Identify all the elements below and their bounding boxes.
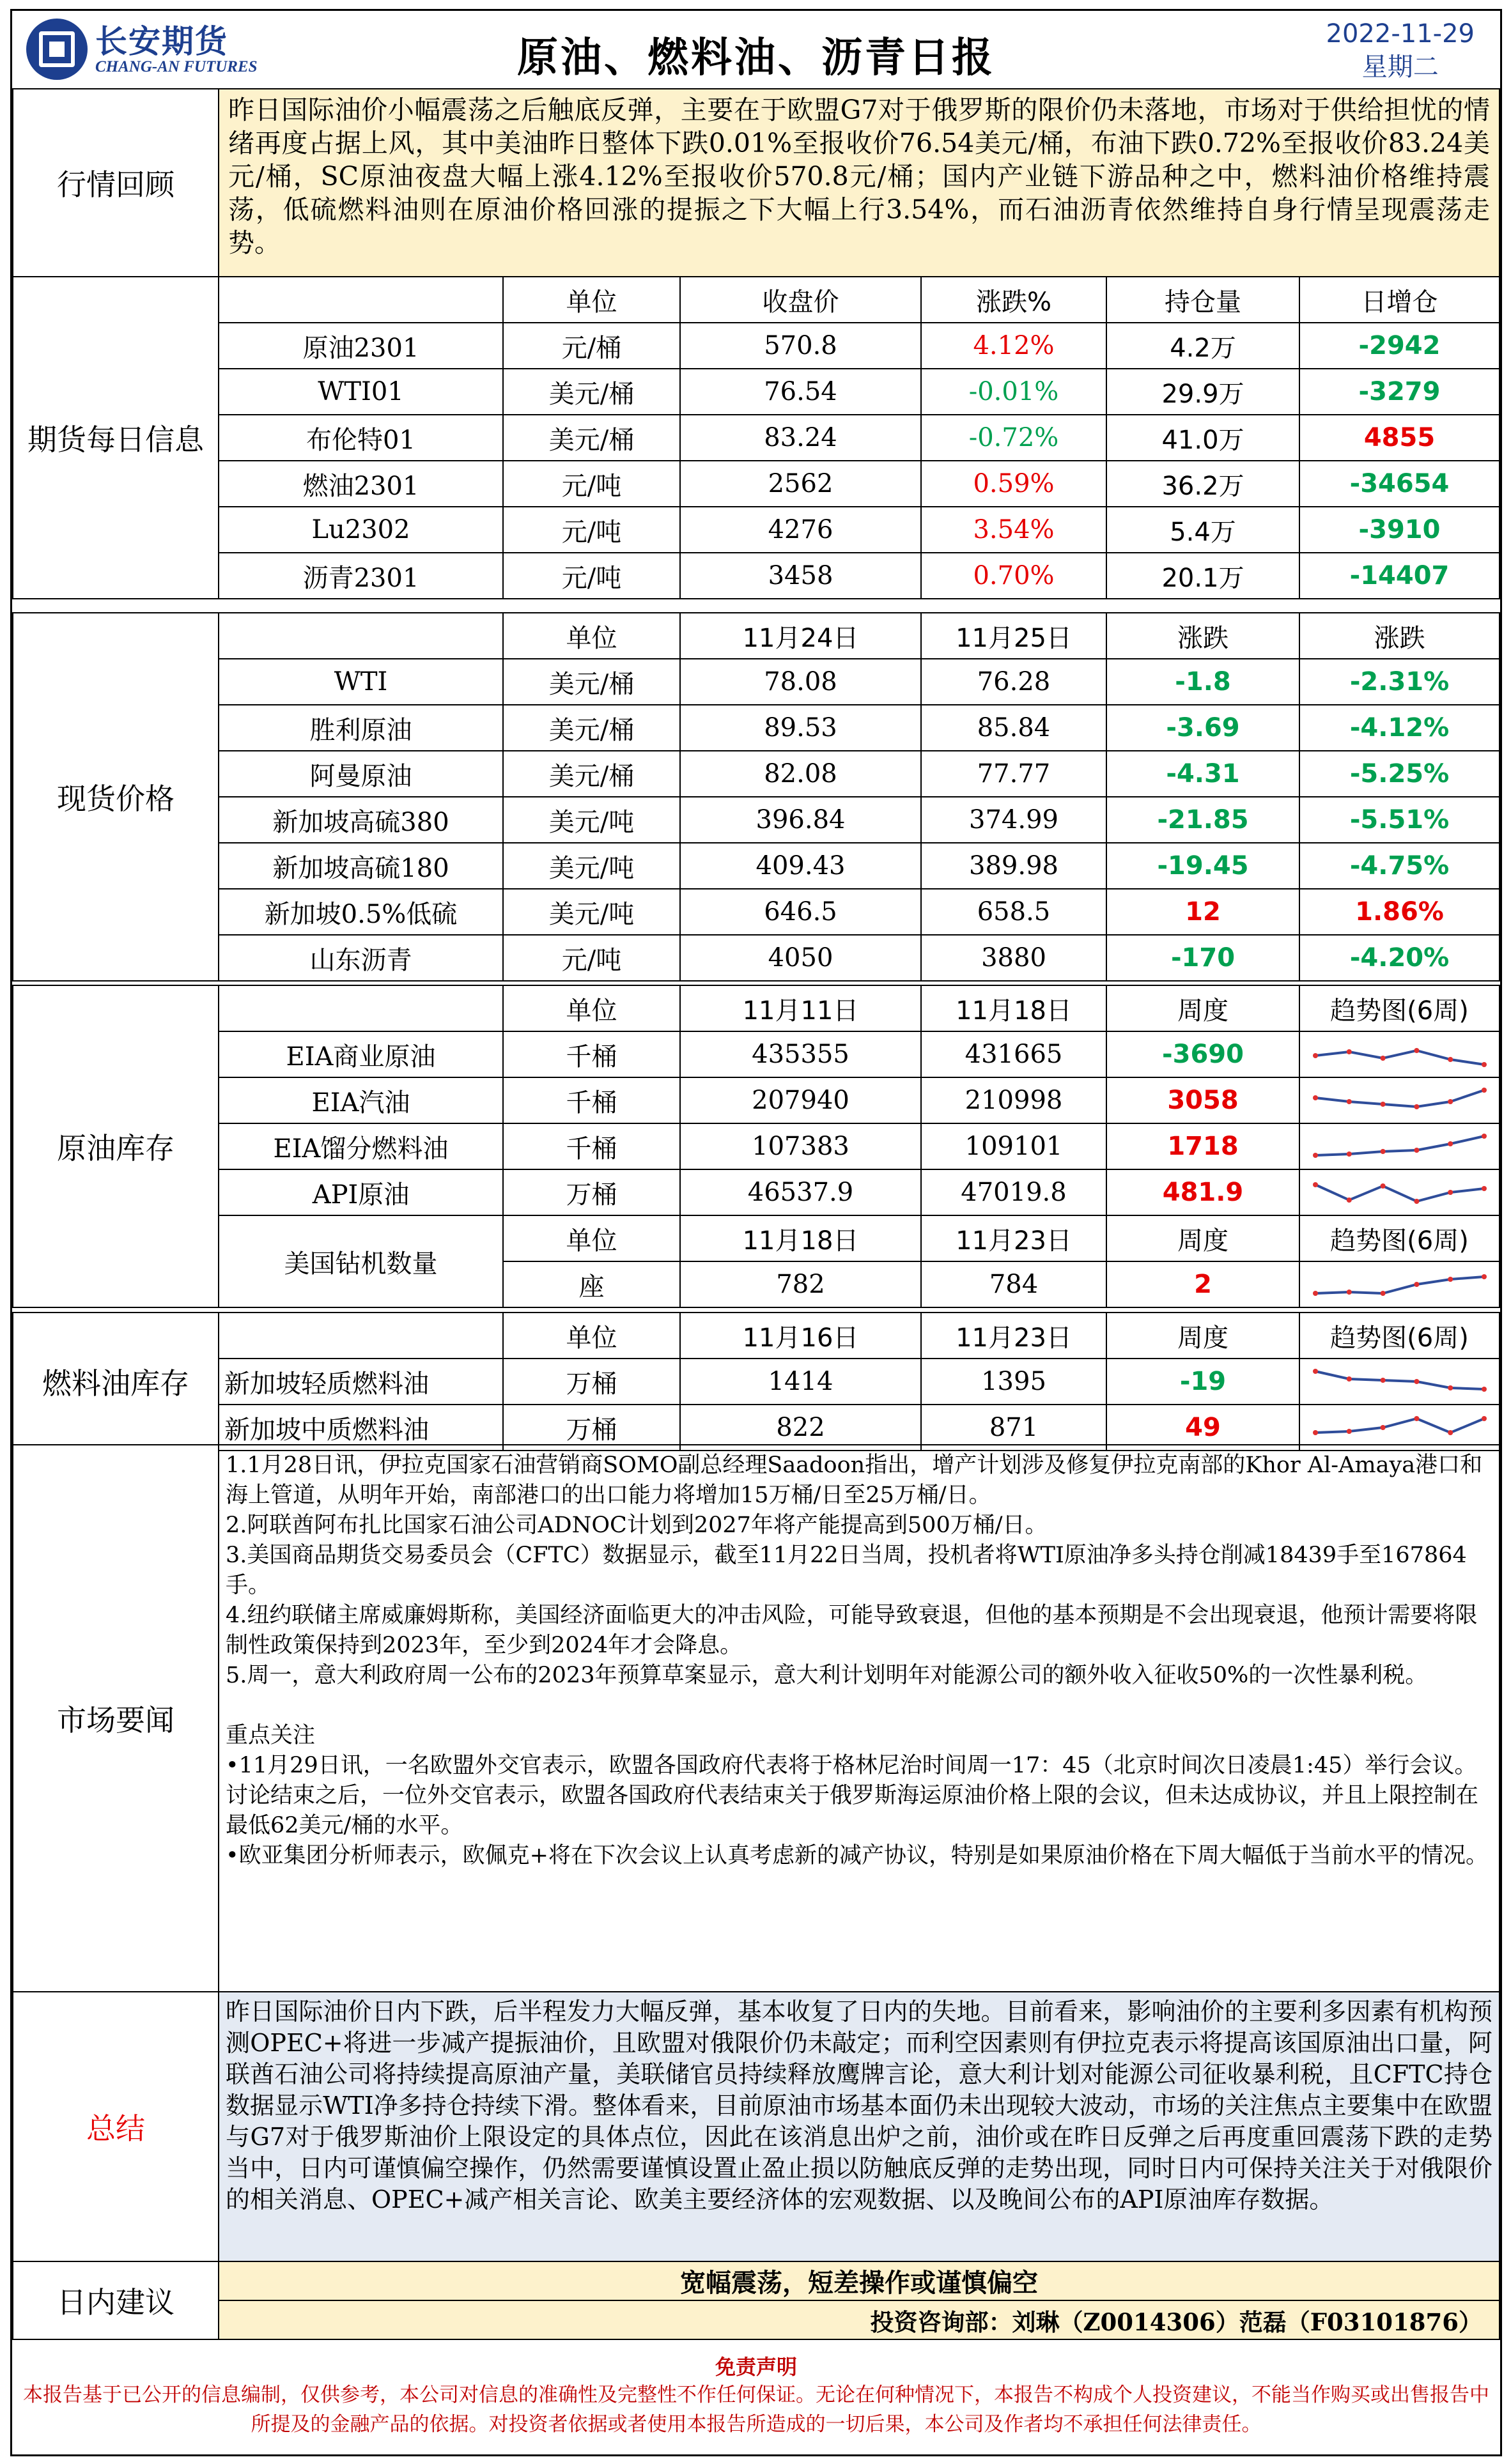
- rig-header: 周度: [1106, 1215, 1299, 1261]
- rig-header: 单位: [503, 1215, 680, 1261]
- weekly-change: 49: [1106, 1405, 1299, 1451]
- trend-point: [1414, 1199, 1419, 1204]
- price-change-pct: -4.75%: [1299, 843, 1499, 889]
- futures-header: 收盘价: [680, 277, 921, 323]
- unit-cell: 千桶: [503, 1077, 680, 1123]
- trend-point: [1448, 1057, 1453, 1062]
- open-interest: 36.2万: [1106, 461, 1299, 507]
- trend-point: [1313, 1430, 1318, 1435]
- unit-cell: 万桶: [503, 1405, 680, 1451]
- price-change: -3.69: [1106, 705, 1299, 751]
- unit-cell: 美元/桶: [503, 751, 680, 797]
- daily-oi-change: -34654: [1299, 461, 1499, 507]
- spot-name: 山东沥青: [219, 935, 503, 981]
- spot-row: [13, 843, 1499, 889]
- price-day2: 658.5: [921, 889, 1106, 935]
- price-day2: 85.84: [921, 705, 1106, 751]
- spot-header: 单位: [503, 613, 680, 659]
- price-day2: 389.98: [921, 843, 1106, 889]
- trend-point: [1346, 1049, 1351, 1054]
- trend-chart: [1299, 1359, 1499, 1405]
- trend-point: [1414, 1148, 1419, 1153]
- unit-cell: 千桶: [503, 1031, 680, 1077]
- futures-header: 单位: [503, 277, 680, 323]
- price-change-pct: 1.86%: [1299, 889, 1499, 935]
- trend-point: [1346, 1151, 1351, 1157]
- price-day2: 3880: [921, 935, 1106, 981]
- price-change: -4.31: [1106, 751, 1299, 797]
- trend-sparkline: [1310, 1082, 1489, 1118]
- futures-header-blank: [219, 277, 503, 323]
- trend-line: [1315, 1419, 1484, 1433]
- crude-row: [13, 1031, 1499, 1077]
- contract-name: 布伦特01: [219, 415, 503, 461]
- rig-week1: 782: [680, 1261, 921, 1307]
- crude-header: 趋势图(6周): [1299, 985, 1499, 1031]
- spot-row: [13, 705, 1499, 751]
- weekly-change: 1718: [1106, 1123, 1299, 1169]
- report-header: [12, 11, 1500, 90]
- close-price: 4276: [680, 507, 921, 553]
- trend-chart: [1299, 1261, 1499, 1307]
- trend-chart: [1299, 1031, 1499, 1077]
- disclaimer-title: 免责声明: [715, 2355, 797, 2379]
- logo-english: CHANG-AN FUTURES: [95, 58, 258, 75]
- unit-cell: 元/吨: [503, 935, 680, 981]
- price-change: -1.8: [1106, 659, 1299, 705]
- unit-cell: 美元/吨: [503, 797, 680, 843]
- price-day1: 646.5: [680, 889, 921, 935]
- trend-line: [1315, 1371, 1484, 1389]
- summary-label: 总结: [13, 1992, 219, 2261]
- summary-text: 昨日国际油价日内下跌，后半程发力大幅反弹，基本收复了日内的失地。目前看来，影响油价的主要利多因素有机构预测OPEC+将进一步减产提振油价，且欧盟对俄限价仍未敲定；而利空因素则有伊拉克表示将提高该国原油出口量，阿联酋石油公司将持续提高原油产量，美联储官员持续释放鹰牌言论，意大利计划对能源公司征收暴利税，且CFTC持仓数据显示WTI净多持仓持续下滑。整体看来，目前原油市场基本面仍未出现较大波动，市场的关注焦点主要集中在欧盟与G7对于俄罗斯油价上限设定的具体点位，因此在该消息出炉之前，油价或在昨日反弹之后再度重回震荡下跌的走势当中，日内可谨慎偏空操作，仍然需要谨慎设置止盈止损以防触底反弹的走势出现，同时日内可保持关注关于对俄限价的相关消息、OPEC+减产相关言论、欧美主要经济体的宏观数据、以及晚间公布的API原油库存数据。: [219, 1992, 1499, 2261]
- report-date: [1326, 17, 1475, 84]
- rig-header: 11月23日: [921, 1215, 1106, 1261]
- unit-cell: 美元/吨: [503, 843, 680, 889]
- price-change: -170: [1106, 935, 1299, 981]
- change-pct: 3.54%: [921, 507, 1106, 553]
- daily-oi-change: -14407: [1299, 553, 1499, 599]
- trend-point: [1346, 1429, 1351, 1434]
- crude-header-blank: [219, 985, 503, 1031]
- contract-name: WTI01: [219, 369, 503, 415]
- review-section: [12, 88, 1500, 277]
- inventory-week1: 435355: [680, 1031, 921, 1077]
- trend-point: [1482, 1416, 1487, 1421]
- spot-header: 11月24日: [680, 613, 921, 659]
- close-price: 2562: [680, 461, 921, 507]
- weekly-change: -19: [1106, 1359, 1299, 1405]
- news-item: 5.周一，意大利政府周一公布的2023年预算草案显示，意大利计划明年对能源公司的额外收入征收50%的一次性暴利税。: [226, 1663, 1428, 1688]
- trend-point: [1380, 1425, 1385, 1430]
- trend-chart: [1299, 1077, 1499, 1123]
- inventory-name: 新加坡轻质燃料油: [219, 1359, 503, 1405]
- price-day1: 409.43: [680, 843, 921, 889]
- trend-point: [1414, 1048, 1419, 1053]
- daily-oi-change: -3910: [1299, 507, 1499, 553]
- fuel-row: [13, 1359, 1499, 1405]
- trend-point: [1313, 1053, 1318, 1058]
- spot-section: [12, 612, 1500, 982]
- price-change: -19.45: [1106, 843, 1299, 889]
- spot-row: [13, 935, 1499, 981]
- fuel-inventory-section: [12, 1312, 1500, 1451]
- unit-cell: 美元/桶: [503, 415, 680, 461]
- logo-chinese: 长安期货: [95, 23, 228, 60]
- fuel-header: 单位: [503, 1313, 680, 1359]
- weekly-change: 481.9: [1106, 1169, 1299, 1215]
- futures-row: [13, 369, 1499, 415]
- report-title: 原油、燃料油、沥青日报: [517, 35, 995, 82]
- futures-header: 持仓量: [1106, 277, 1299, 323]
- inventory-name: 新加坡中质燃料油: [219, 1405, 503, 1451]
- change-pct: 0.70%: [921, 553, 1106, 599]
- open-interest: 5.4万: [1106, 507, 1299, 553]
- open-interest: 20.1万: [1106, 553, 1299, 599]
- unit-cell: 美元/桶: [503, 705, 680, 751]
- consultant-info: 投资咨询部：刘琳（Z0014306）范磊（F03101876）: [219, 2300, 1499, 2339]
- inventory-week1: 822: [680, 1405, 921, 1451]
- close-price: 570.8: [680, 323, 921, 369]
- inventory-name: EIA馏分燃料油: [219, 1123, 503, 1169]
- crude-row: [13, 1169, 1499, 1215]
- inventory-name: EIA汽油: [219, 1077, 503, 1123]
- trend-point: [1482, 1134, 1487, 1139]
- open-interest: 29.9万: [1106, 369, 1299, 415]
- rig-header-row: [13, 1215, 1499, 1261]
- inventory-week1: 207940: [680, 1077, 921, 1123]
- futures-row: [13, 507, 1499, 553]
- unit-cell: 美元/桶: [503, 659, 680, 705]
- review-text: 昨日国际油价小幅震荡之后触底反弹，主要在于欧盟G7对于俄罗斯的限价仍未落地，市场对于供给担忧的情绪再度占据上风，其中美油昨日整体下跌0.01%至报收价76.54美元/桶，布油下跌0.72%至报收价83.24美元/桶，SC原油夜盘大幅上涨4.12%至报收价570.8元/桶；国内产业链下游品种之中，燃料油价格维持震荡，低硫燃料油则在原油价格回涨的提振之下大幅上行3.54%，而石油沥青依然维持自身行情呈现震荡走势。: [219, 89, 1499, 277]
- trend-point: [1346, 1376, 1351, 1382]
- price-change-pct: -2.31%: [1299, 659, 1499, 705]
- trend-line: [1315, 1136, 1484, 1155]
- inventory-week1: 1414: [680, 1359, 921, 1405]
- price-change-pct: -5.51%: [1299, 797, 1499, 843]
- trend-point: [1482, 1387, 1487, 1392]
- trend-point: [1482, 1088, 1487, 1093]
- unit-cell: 万桶: [503, 1359, 680, 1405]
- change-pct: 4.12%: [921, 323, 1106, 369]
- spot-name: 阿曼原油: [219, 751, 503, 797]
- spot-row: [13, 751, 1499, 797]
- fuel-header-blank: [219, 1313, 503, 1359]
- price-change: 12: [1106, 889, 1299, 935]
- spot-header-blank: [219, 613, 503, 659]
- close-price: 3458: [680, 553, 921, 599]
- trend-point: [1482, 1062, 1487, 1067]
- trend-point: [1313, 1291, 1318, 1296]
- price-day2: 374.99: [921, 797, 1106, 843]
- trend-sparkline: [1310, 1128, 1489, 1164]
- futures-row: [13, 415, 1499, 461]
- news-item: •11月29日讯，一名欧盟外交官表示，欧盟各国政府代表将于格林尼治时间周一17：45（北京时间次日凌晨1:45）举行会议。讨论结束之后，一位外交官表示，欧盟各国政府代表结束关于俄罗斯海运原油价格上限的会议，但未达成协议，并且上限控制在最低62美元/桶的水平。: [226, 1753, 1479, 1838]
- price-day2: 76.28: [921, 659, 1106, 705]
- trend-point: [1482, 1274, 1487, 1279]
- trend-sparkline: [1310, 1036, 1489, 1072]
- trend-point: [1313, 1153, 1318, 1158]
- spot-name: 胜利原油: [219, 705, 503, 751]
- trend-point: [1380, 1291, 1385, 1296]
- news-content: [219, 1445, 1499, 1992]
- trend-point: [1380, 1149, 1385, 1154]
- trend-point: [1313, 1182, 1318, 1187]
- fuel-header: 11月23日: [921, 1313, 1106, 1359]
- futures-label: 期货每日信息: [13, 277, 219, 599]
- news-item: •欧亚集团分析师表示，欧佩克+将在下次会议上认真考虑新的减产协议，特别是如果原油价格在下周大幅低于当前水平的情况。: [226, 1843, 1488, 1868]
- report-page: [10, 9, 1502, 2456]
- crude-header: 周度: [1106, 985, 1299, 1031]
- inventory-week2: 47019.8: [921, 1169, 1106, 1215]
- trend-sparkline: [1310, 1364, 1489, 1399]
- futures-header: 涨跌%: [921, 277, 1106, 323]
- close-price: 83.24: [680, 415, 921, 461]
- fuel-header: 11月16日: [680, 1313, 921, 1359]
- price-day1: 396.84: [680, 797, 921, 843]
- unit-cell: 元/桶: [503, 323, 680, 369]
- rig-week2: 784: [921, 1261, 1106, 1307]
- spot-name: WTI: [219, 659, 503, 705]
- futures-header: 日增仓: [1299, 277, 1499, 323]
- summary-section: [12, 1991, 1500, 2262]
- futures-row: [13, 323, 1499, 369]
- trend-point: [1380, 1378, 1385, 1383]
- crude-header: 11月18日: [921, 985, 1106, 1031]
- trend-point: [1346, 1197, 1351, 1203]
- trend-point: [1414, 1416, 1419, 1421]
- price-day1: 78.08: [680, 659, 921, 705]
- inventory-name: EIA商业原油: [219, 1031, 503, 1077]
- advice-text: 宽幅震荡，短差操作或谨慎偏空: [219, 2261, 1499, 2300]
- unit-cell: 元/吨: [503, 461, 680, 507]
- weekly-change: 3058: [1106, 1077, 1299, 1123]
- inventory-week1: 46537.9: [680, 1169, 921, 1215]
- spot-header: 11月25日: [921, 613, 1106, 659]
- spot-header: 涨跌: [1106, 613, 1299, 659]
- price-change-pct: -4.20%: [1299, 935, 1499, 981]
- rig-header: 趋势图(6周): [1299, 1215, 1499, 1261]
- trend-point: [1448, 1385, 1453, 1390]
- spot-name: 新加坡0.5%低硫: [219, 889, 503, 935]
- spot-row: [13, 659, 1499, 705]
- price-change-pct: -5.25%: [1299, 751, 1499, 797]
- unit-cell: 座: [503, 1261, 680, 1307]
- contract-name: Lu2302: [219, 507, 503, 553]
- crude-row: [13, 1123, 1499, 1169]
- trend-sparkline: [1310, 1174, 1489, 1210]
- advice-label: 日内建议: [13, 2261, 219, 2339]
- spot-header: 涨跌: [1299, 613, 1499, 659]
- daily-oi-change: -2942: [1299, 323, 1499, 369]
- trend-point: [1448, 1141, 1453, 1146]
- trend-point: [1414, 1379, 1419, 1384]
- contract-name: 沥青2301: [219, 553, 503, 599]
- spot-row: [13, 889, 1499, 935]
- price-day1: 89.53: [680, 705, 921, 751]
- spot-name: 新加坡高硫380: [219, 797, 503, 843]
- trend-point: [1346, 1099, 1351, 1104]
- trend-sparkline: [1310, 1410, 1489, 1445]
- change-pct: 0.59%: [921, 461, 1106, 507]
- crude-row: [13, 1077, 1499, 1123]
- rig-header: 11月18日: [680, 1215, 921, 1261]
- contract-name: 原油2301: [219, 323, 503, 369]
- review-label: 行情回顾: [13, 89, 219, 277]
- price-change: -21.85: [1106, 797, 1299, 843]
- trend-point: [1414, 1104, 1419, 1109]
- futures-section: [12, 276, 1500, 599]
- futures-row: [13, 461, 1499, 507]
- trend-point: [1482, 1186, 1487, 1191]
- inventory-week1: 107383: [680, 1123, 921, 1169]
- news-section: [12, 1444, 1500, 1992]
- inventory-week2: 1395: [921, 1359, 1106, 1405]
- disclaimer-text: 本报告基于已公开的信息编制，仅供参考，本公司对信息的准确性及完整性不作任何保证。无论在何种情况下，本报告不构成个人投资建议，不能当作购买或出售报告中所提及的金融产品的依据。对投资者依据或者使用本报告所造成的一切后果，本公司及作者均不承担任何法律责任。: [23, 2383, 1489, 2436]
- fuel-inventory-label: 燃料油库存: [13, 1313, 219, 1451]
- unit-cell: 千桶: [503, 1123, 680, 1169]
- weekly-change: 2: [1106, 1261, 1299, 1307]
- change-pct: -0.72%: [921, 415, 1106, 461]
- trend-line: [1315, 1277, 1484, 1293]
- trend-point: [1313, 1095, 1318, 1100]
- daily-oi-change: -3279: [1299, 369, 1499, 415]
- unit-cell: 元/吨: [503, 507, 680, 553]
- price-day2: 77.77: [921, 751, 1106, 797]
- unit-cell: 元/吨: [503, 553, 680, 599]
- trend-chart: [1299, 1123, 1499, 1169]
- trend-point: [1380, 1183, 1385, 1189]
- rig-count-name: 美国钻机数量: [219, 1215, 503, 1307]
- trend-chart: [1299, 1169, 1499, 1215]
- contract-name: 燃油2301: [219, 461, 503, 507]
- crude-inventory-section: [12, 985, 1500, 1308]
- news-item: 1.1月28日讯，伊拉克国家石油营销商SOMO副总经理Saadoon指出，增产计划涉及修复伊拉克南部的Khor Al-Amaya港口和海上管道，从明年开始，南部港口的出口能力将增加15万桶/日至25万桶/日。: [226, 1452, 1483, 1508]
- crude-header: 11月11日: [680, 985, 921, 1031]
- unit-cell: 美元/吨: [503, 889, 680, 935]
- news-item: 3.美国商品期货交易委员会（CFTC）数据显示，截至11月22日当周，投机者将WTI原油净多头持仓削减18439手至167864手。: [226, 1543, 1467, 1598]
- inventory-name: API原油: [219, 1169, 503, 1215]
- inventory-week2: 210998: [921, 1077, 1106, 1123]
- fuel-header: 周度: [1106, 1313, 1299, 1359]
- trend-line: [1315, 1051, 1484, 1065]
- open-interest: 41.0万: [1106, 415, 1299, 461]
- open-interest: 4.2万: [1106, 323, 1299, 369]
- news-item: [226, 1691, 1492, 1721]
- weekly-change: -3690: [1106, 1031, 1299, 1077]
- trend-point: [1380, 1056, 1385, 1061]
- advice-section: [12, 2261, 1500, 2340]
- spot-row: [13, 797, 1499, 843]
- date-text: 2022-11-29: [1326, 19, 1475, 49]
- unit-cell: 美元/桶: [503, 369, 680, 415]
- price-day1: 4050: [680, 935, 921, 981]
- fuel-header: 趋势图(6周): [1299, 1313, 1499, 1359]
- trend-point: [1448, 1277, 1453, 1282]
- crude-inventory-label: 原油库存: [13, 985, 219, 1307]
- trend-point: [1414, 1282, 1419, 1287]
- trend-line: [1315, 1185, 1484, 1201]
- trend-point: [1448, 1430, 1453, 1435]
- futures-row: [13, 553, 1499, 599]
- trend-sparkline: [1310, 1267, 1489, 1302]
- change-pct: -0.01%: [921, 369, 1106, 415]
- inventory-week2: 109101: [921, 1123, 1106, 1169]
- unit-cell: 万桶: [503, 1169, 680, 1215]
- trend-point: [1448, 1099, 1453, 1104]
- news-label: 市场要闻: [13, 1445, 219, 1992]
- price-change-pct: -4.12%: [1299, 705, 1499, 751]
- news-item: 2.阿联酋阿布扎比国家石油公司ADNOC计划到2027年将产能提高到500万桶/日。: [226, 1513, 1048, 1538]
- news-item: 4.纽约联储主席威廉姆斯称，美国经济面临更大的冲击风险，可能导致衰退，但他的基本预期是不会出现衰退，他预计需要将限制性政策保持到2023年，至少到2024年才会降息。: [226, 1603, 1478, 1658]
- spot-label: 现货价格: [13, 613, 219, 981]
- close-price: 76.54: [680, 369, 921, 415]
- trend-point: [1313, 1369, 1318, 1374]
- inventory-week2: 431665: [921, 1031, 1106, 1077]
- crude-header: 单位: [503, 985, 680, 1031]
- inventory-week2: 871: [921, 1405, 1106, 1451]
- news-item: 重点关注: [226, 1723, 316, 1748]
- trend-point: [1448, 1190, 1453, 1195]
- trend-point: [1380, 1102, 1385, 1107]
- spot-name: 新加坡高硫180: [219, 843, 503, 889]
- price-day1: 82.08: [680, 751, 921, 797]
- daily-oi-change: 4855: [1299, 415, 1499, 461]
- weekday-text: 星期二: [1361, 52, 1439, 82]
- trend-line: [1315, 1090, 1484, 1107]
- trend-point: [1346, 1290, 1351, 1295]
